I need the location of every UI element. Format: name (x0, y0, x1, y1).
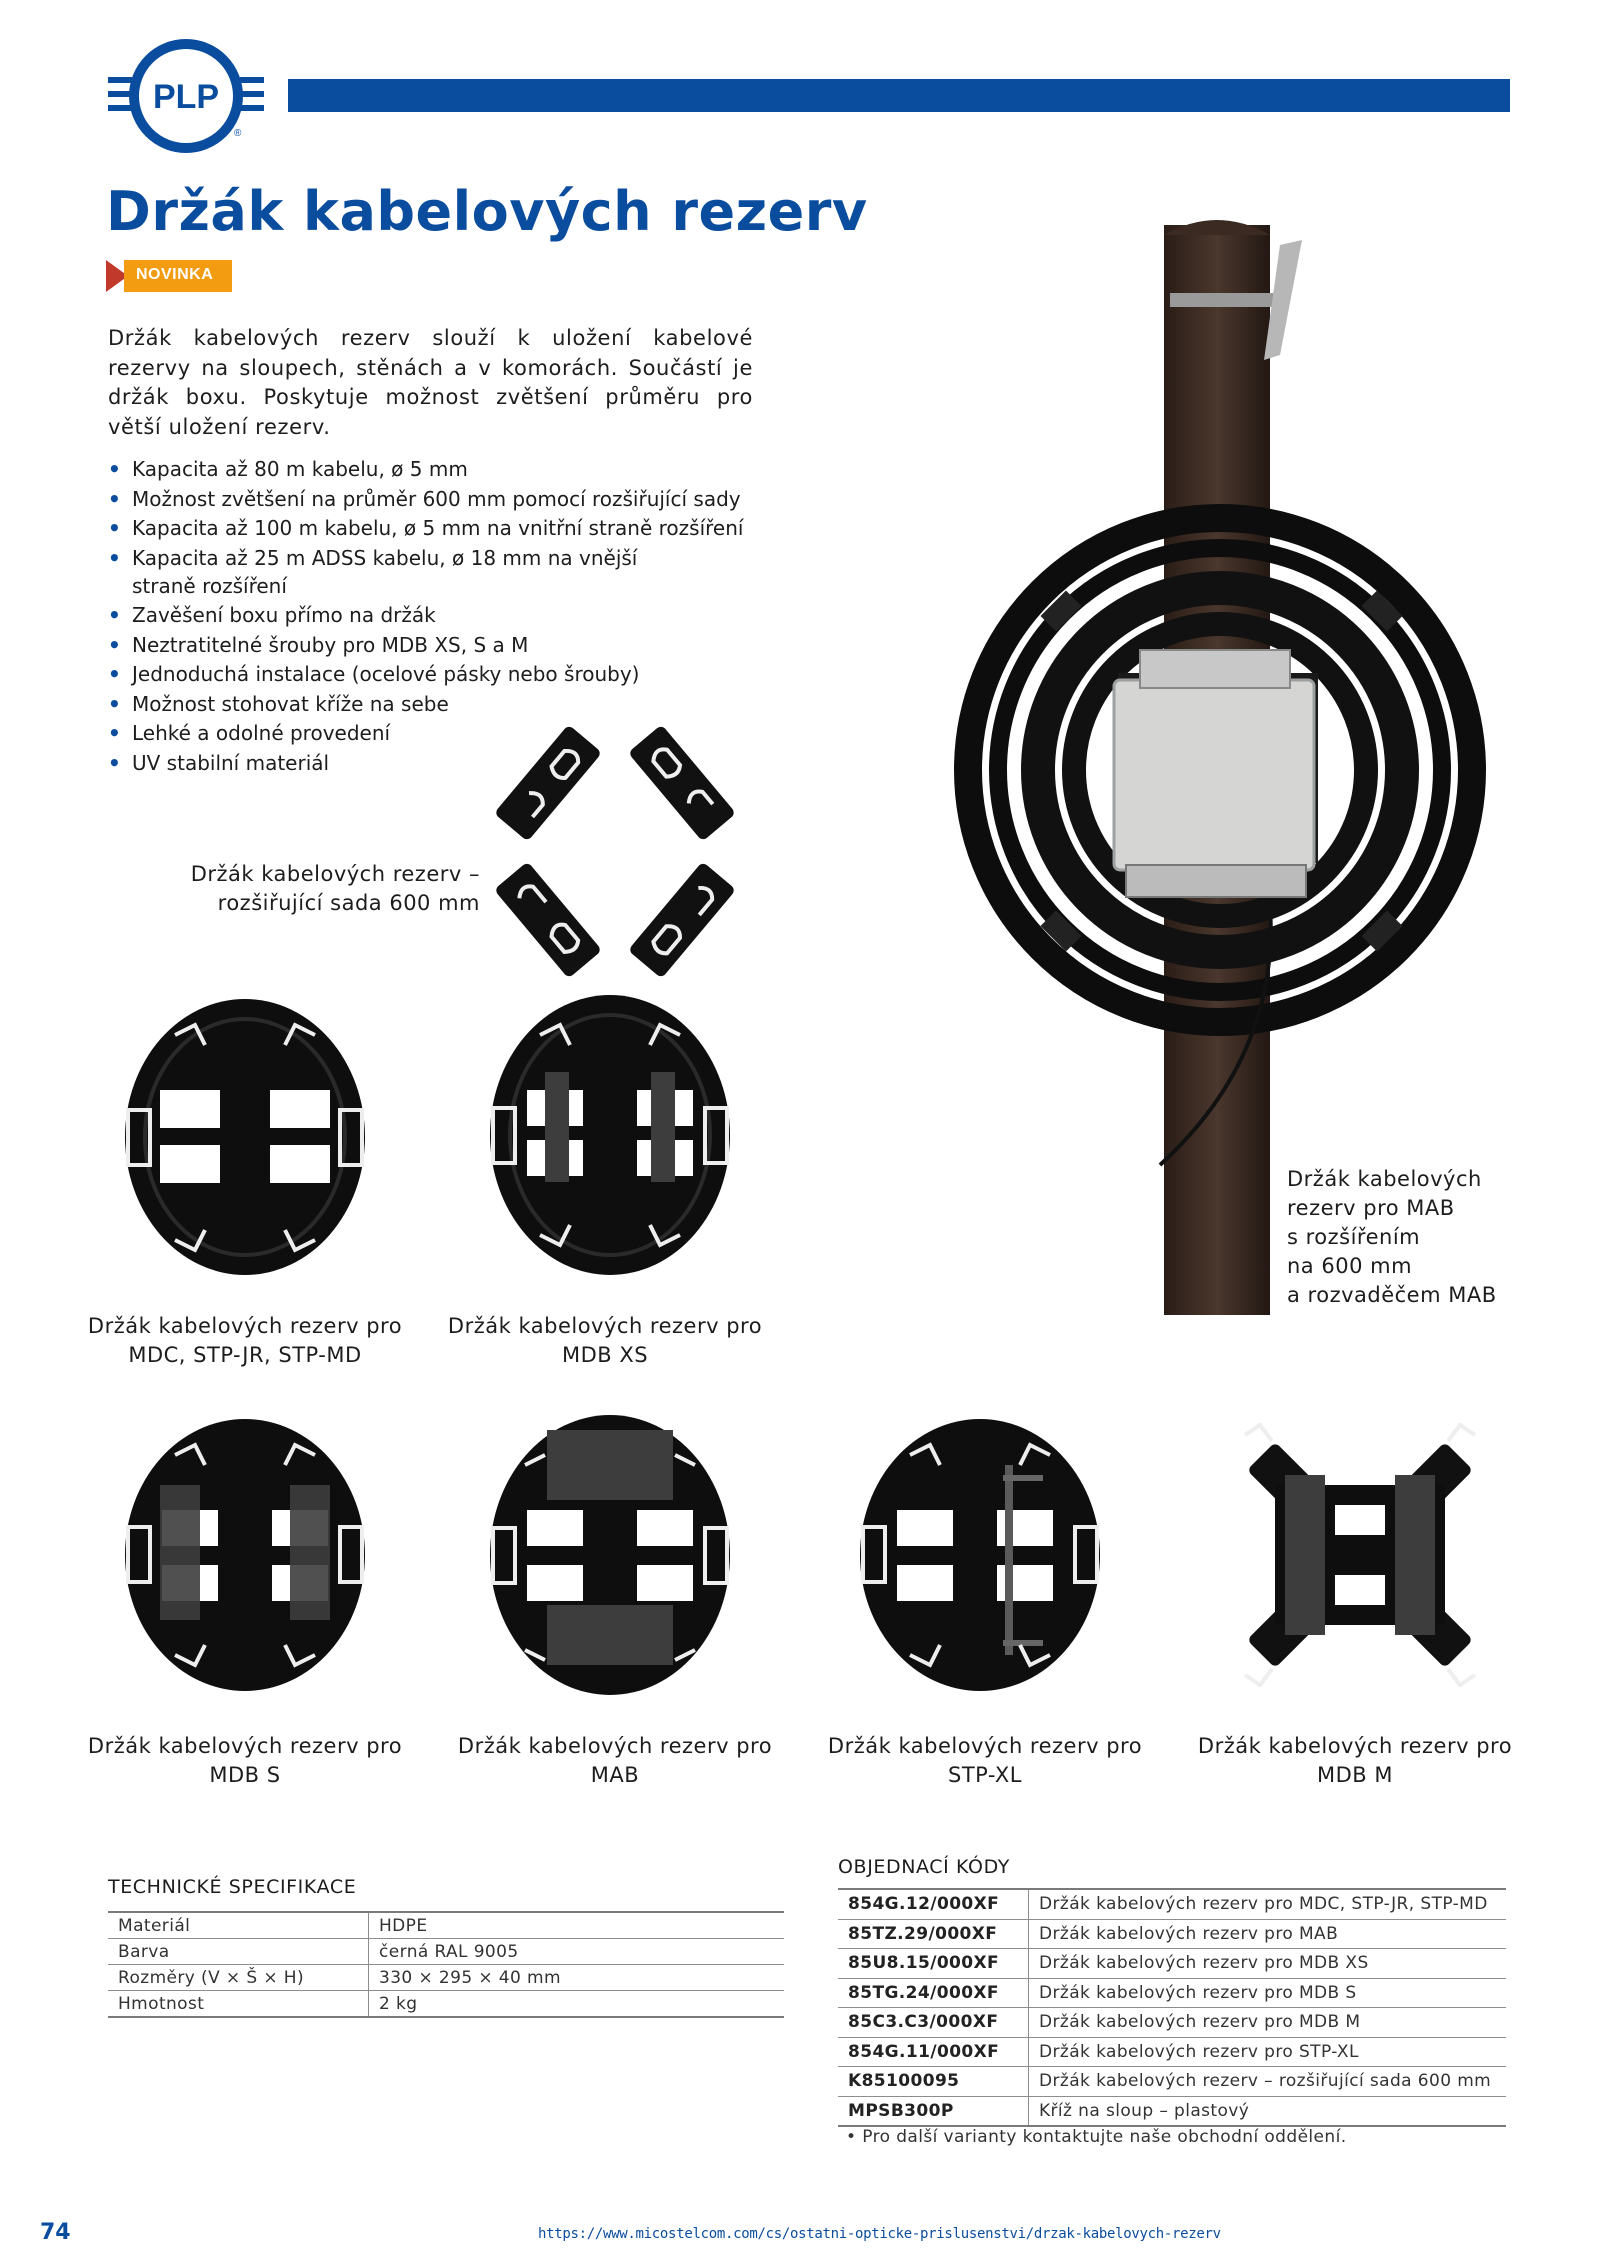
order-code: 85TZ.29/000XF (838, 1919, 1029, 1949)
feature-item (108, 514, 788, 542)
bullet-icon: • (108, 545, 121, 570)
pole-caption-line: Držák kabelových (1287, 1167, 1482, 1191)
feature-item (108, 455, 788, 483)
order-code: 854G.12/000XF (838, 1889, 1029, 1919)
bullet-icon: • (108, 516, 121, 540)
feature-item (108, 660, 788, 688)
spec-value: 330 × 295 × 40 mm (369, 1965, 785, 1991)
spec-value: 2 kg (369, 1991, 785, 2018)
new-badge (106, 260, 232, 292)
table-row (108, 1991, 784, 2018)
table-row (838, 1978, 1506, 2008)
table-row (838, 2096, 1506, 2126)
registered-mark: ® (234, 128, 242, 139)
order-code: 85U8.15/000XF (838, 1949, 1029, 1979)
bullet-icon: • (108, 721, 121, 745)
order-code: K85100095 (838, 2067, 1029, 2097)
bullet-icon: • (108, 486, 121, 511)
order-heading: OBJEDNACÍ KÓDY (838, 1856, 1010, 1878)
spec-label: Rozměry (V × Š × H) (108, 1965, 369, 1991)
spec-value: HDPE (369, 1912, 785, 1939)
feature-text: Kapacita až 80 m kabelu, ø 5 mm (132, 457, 468, 481)
brand-name: PLP (152, 78, 220, 116)
mab-caption: Držák kabelových rezerv pro MAB (457, 1734, 773, 1787)
order-desc: Držák kabelových rezerv pro MDB M (1029, 2008, 1507, 2038)
feature-text: Lehké a odolné provedení (132, 721, 391, 745)
spec-label: Materiál (108, 1912, 369, 1939)
bullet-icon: • (108, 457, 121, 481)
order-desc: Držák kabelových rezerv pro MDB S (1029, 1978, 1507, 2008)
holder-mdc-image (120, 995, 370, 1280)
order-desc: Kříž na sloup – plastový (1029, 2096, 1507, 2126)
order-table (838, 1888, 1506, 2127)
spec-heading: TECHNICKÉ SPECIFIKACE (108, 1876, 357, 1898)
order-code: 85C3.C3/000XF (838, 2008, 1029, 2038)
feature-item (108, 690, 788, 718)
intro-text: Držák kabelových rezerv slouží k uložení kabelové rezervy na sloupech, stěnách a v komorách. Součástí je držák boxu. Poskytuje možnost zvětšení průměru pro větší uložení rezerv. (108, 326, 753, 439)
table-row (108, 1939, 784, 1965)
spec-value: černá RAL 9005 (369, 1939, 785, 1965)
pole-caption-line: a rozvaděčem MAB (1287, 1283, 1497, 1307)
table-row (838, 1919, 1506, 1949)
bullet-icon: • (108, 603, 121, 627)
page-title: Držák kabelových rezerv (106, 180, 868, 243)
feature-text: Neztratitelné šrouby pro MDB XS, S a M (132, 632, 529, 657)
mdb-s-caption: Držák kabelových rezerv pro MDB S (87, 1734, 403, 1787)
spec-label: Barva (108, 1939, 369, 1965)
pole-installation-image (950, 215, 1490, 1315)
order-code: MPSB300P (838, 2096, 1029, 2126)
table-row (838, 2008, 1506, 2038)
holder-stp-xl-image (855, 1415, 1105, 1695)
feature-text: Kapacita až 100 m kabelu, ø 5 mm na vnitřní straně rozšíření (132, 516, 744, 540)
feature-text: Možnost stohovat kříže na sebe (132, 691, 449, 716)
spec-label: Hmotnost (108, 1991, 369, 2018)
stp-xl-caption: Držák kabelových rezerv pro STP-XL (827, 1734, 1143, 1787)
extension-kit-image (470, 715, 760, 985)
bullet-icon: • (108, 632, 121, 657)
table-row (108, 1965, 784, 1991)
order-desc: Držák kabelových rezerv pro MDC, STP-JR, STP-MD (1029, 1889, 1507, 1919)
bullet-icon: • (108, 691, 121, 716)
mdb-xs-caption: Držák kabelových rezerv pro MDB XS (447, 1314, 763, 1367)
order-code: 854G.11/000XF (838, 2037, 1029, 2067)
order-desc: Držák kabelových rezerv – rozšiřující sada 600 mm (1029, 2067, 1507, 2097)
table-row (838, 2037, 1506, 2067)
pole-caption-line: na 600 mm (1287, 1254, 1413, 1278)
holder-mdb-s-image (120, 1415, 370, 1695)
feature-item (108, 631, 788, 659)
holder-mdb-m-image (1215, 1405, 1505, 1705)
footer-url-link[interactable]: https://www.micostelcom.com/cs/ostatni-opticke-prislusenstvi/drzak-kabelovych-rezerv (538, 2226, 1221, 2242)
table-row (838, 1889, 1506, 1919)
badge-label: NOVINKA (136, 266, 214, 283)
feature-text: Jednoduchá instalace (ocelové pásky nebo šrouby) (132, 662, 640, 686)
table-row (108, 1912, 784, 1939)
holder-mdb-xs-image (485, 990, 735, 1280)
order-code: 85TG.24/000XF (838, 1978, 1029, 2008)
bullet-icon: • (108, 662, 121, 686)
bullet-icon: • (108, 750, 121, 775)
spec-table (108, 1911, 784, 2018)
extension-caption: Držák kabelových rezerv – rozšiřující sada 600 mm (190, 862, 480, 915)
feature-item (108, 601, 788, 629)
table-row (838, 2067, 1506, 2097)
feature-item (108, 485, 788, 513)
order-desc: Držák kabelových rezerv pro MAB (1029, 1919, 1507, 1949)
pole-caption-line: rezerv pro MAB (1287, 1196, 1455, 1220)
feature-text: Kapacita až 25 m ADSS kabelu, ø 18 mm na vnější straně rozšíření (132, 545, 638, 598)
order-desc: Držák kabelových rezerv pro MDB XS (1029, 1949, 1507, 1979)
pole-caption-line: s rozšířením (1287, 1225, 1421, 1249)
feature-text: Zavěšení boxu přímo na držák (132, 603, 436, 627)
header-bar (288, 79, 1510, 112)
feature-text: UV stabilní materiál (132, 750, 330, 775)
holder-mab-image (485, 1410, 735, 1700)
order-desc: Držák kabelových rezerv pro STP-XL (1029, 2037, 1507, 2067)
page-number: 74 (40, 2220, 71, 2245)
feature-text: Možnost zvětšení na průměr 600 mm pomocí rozšiřující sady (132, 486, 741, 511)
pole-caption (1287, 1165, 1547, 1310)
mdb-m-caption: Držák kabelových rezerv pro MDB M (1197, 1734, 1513, 1787)
order-note: • Pro další varianty kontaktujte naše obchodní oddělení. (846, 2127, 1347, 2147)
table-row (838, 1949, 1506, 1979)
plp-logo (106, 36, 266, 156)
mdc-caption: Držák kabelových rezerv pro MDC, STP-JR, STP-MD (87, 1314, 403, 1367)
feature-item (108, 544, 692, 600)
